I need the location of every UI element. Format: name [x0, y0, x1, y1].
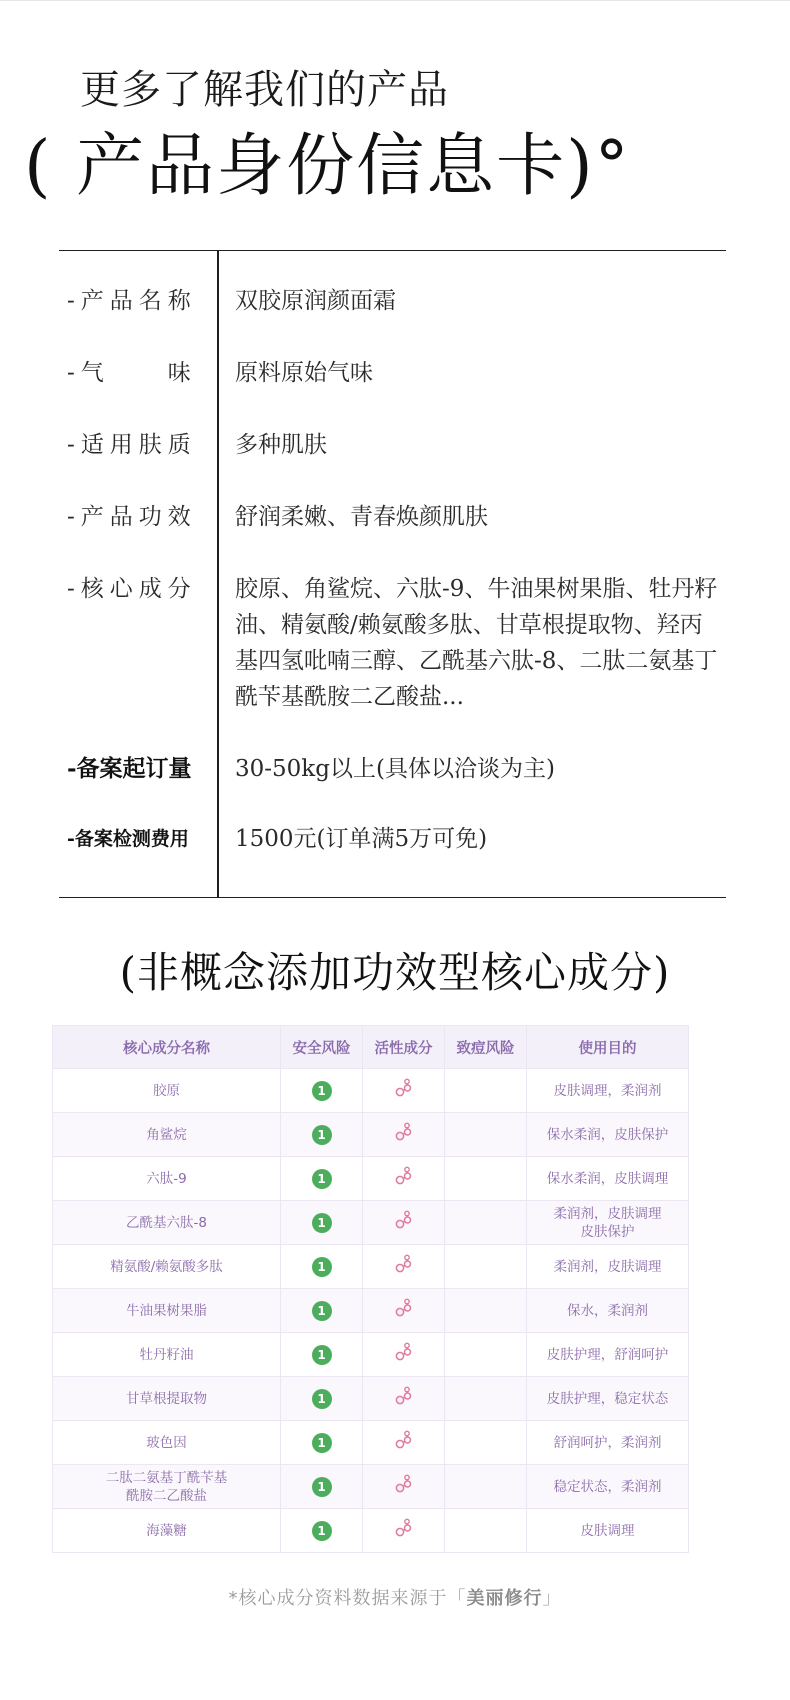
- acne-risk-cell: [445, 1333, 527, 1377]
- table-row: [53, 1377, 689, 1421]
- ingredient-name: 乙酰基六肽-8: [53, 1201, 281, 1245]
- safety-level-badge: 1: [312, 1301, 332, 1321]
- page-subtitle: 更多了解我们的产品: [80, 67, 449, 113]
- info-value: 舒润柔嫩、青春焕颜肌肤: [235, 504, 488, 530]
- info-value: 双胶原润颜面霜: [235, 288, 396, 314]
- ingredients-section-title: (非概念添加功效型核心成分): [119, 948, 671, 997]
- col-header-acne: 致痘风险: [445, 1026, 527, 1069]
- usage-purpose: 保水柔润，皮肤调理: [527, 1157, 689, 1201]
- table-header-row: [53, 1026, 689, 1069]
- top-divider: [0, 0, 790, 1]
- acne-risk-cell: [445, 1113, 527, 1157]
- usage-purpose: 舒润呵护，柔润剂: [527, 1421, 689, 1465]
- ingredient-name: 海藻糖: [53, 1509, 281, 1553]
- active-ingredient-cell: [363, 1113, 445, 1157]
- usage-purpose: 稳定状态，柔润剂: [527, 1465, 689, 1509]
- safety-risk-cell: [281, 1333, 363, 1377]
- safety-level-badge: 1: [312, 1081, 332, 1101]
- usage-purpose: 保水，柔润剂: [527, 1289, 689, 1333]
- info-value: 1500元(订单满5万可免): [235, 826, 488, 852]
- ingredient-name: 牛油果树果脂: [53, 1289, 281, 1333]
- active-ingredient-cell: [363, 1377, 445, 1421]
- info-value: 胶原、角鲨烷、六肽-9、牛油果树果脂、牡丹籽油、精氨酸/赖氨酸多肽、甘草根提取物、羟丙基四氢吡喃三醇、乙酰基六肽-8、二肽二氨基丁酰苄基酰胺二乙酸盐...: [235, 576, 718, 710]
- safety-level-badge: 1: [312, 1257, 332, 1277]
- safety-level-badge: 1: [312, 1345, 332, 1365]
- safety-risk-cell: [281, 1421, 363, 1465]
- table-row: [53, 1201, 689, 1245]
- safety-level-badge: 1: [312, 1521, 332, 1541]
- usage-purpose: 皮肤护理，舒润呵护: [527, 1333, 689, 1377]
- footnote-prefix: *核心成分资料数据来源于「: [228, 1588, 467, 1609]
- safety-risk-cell: [281, 1069, 363, 1113]
- safety-risk-cell: [281, 1245, 363, 1289]
- active-ingredient-icon: [393, 1385, 415, 1407]
- info-key: -气 味: [67, 360, 197, 386]
- ingredient-name: 甘草根提取物: [53, 1377, 281, 1421]
- active-ingredient-cell: [363, 1069, 445, 1113]
- acne-risk-cell: [445, 1201, 527, 1245]
- ingredient-name: 精氨酸/赖氨酸多肽: [53, 1245, 281, 1289]
- col-header-safety: 安全风险: [281, 1026, 363, 1069]
- active-ingredient-icon: [393, 1297, 415, 1319]
- table-row: [53, 1069, 689, 1113]
- safety-level-badge: 1: [312, 1389, 332, 1409]
- active-ingredient-cell: [363, 1245, 445, 1289]
- ingredient-name: 牡丹籽油: [53, 1333, 281, 1377]
- ingredient-name: 玻色因: [53, 1421, 281, 1465]
- footnote-source: 美丽修行: [466, 1588, 543, 1609]
- ingredient-name: 二肽二氨基丁酰苄基 酰胺二乙酸盐: [53, 1465, 281, 1509]
- active-ingredient-cell: [363, 1465, 445, 1509]
- active-ingredient-icon: [393, 1429, 415, 1451]
- ingredient-name: 胶原: [53, 1069, 281, 1113]
- data-source-footnote: [0, 1584, 790, 1610]
- safety-risk-cell: [281, 1465, 363, 1509]
- acne-risk-cell: [445, 1509, 527, 1553]
- usage-purpose: 柔润剂，皮肤调理 皮肤保护: [527, 1201, 689, 1245]
- info-key: -备案起订量: [67, 755, 192, 782]
- table-row: [53, 1421, 689, 1465]
- info-key: -核心成分: [67, 576, 197, 602]
- acne-risk-cell: [445, 1069, 527, 1113]
- usage-purpose: 保水柔润，皮肤保护: [527, 1113, 689, 1157]
- safety-level-badge: 1: [312, 1169, 332, 1189]
- info-key: -产品功效: [67, 504, 197, 530]
- active-ingredient-icon: [393, 1341, 415, 1363]
- info-value: 多种肌肤: [235, 432, 327, 458]
- ingredient-name: 角鲨烷: [53, 1113, 281, 1157]
- col-header-active: 活性成分: [363, 1026, 445, 1069]
- acne-risk-cell: [445, 1157, 527, 1201]
- usage-purpose: 皮肤调理，柔润剂: [527, 1069, 689, 1113]
- safety-level-badge: 1: [312, 1477, 332, 1497]
- table-row: [53, 1289, 689, 1333]
- safety-risk-cell: [281, 1201, 363, 1245]
- active-ingredient-cell: [363, 1289, 445, 1333]
- table-row: [53, 1333, 689, 1377]
- ingredient-name: 六肽-9: [53, 1157, 281, 1201]
- ingredients-table: [52, 1025, 689, 1553]
- col-header-purpose: 使用目的: [527, 1026, 689, 1069]
- safety-level-badge: 1: [312, 1125, 332, 1145]
- acne-risk-cell: [445, 1245, 527, 1289]
- usage-purpose: 柔润剂，皮肤调理: [527, 1245, 689, 1289]
- table-row: [53, 1113, 689, 1157]
- safety-risk-cell: [281, 1157, 363, 1201]
- info-value: 原料原始气味: [235, 360, 373, 386]
- acne-risk-cell: [445, 1421, 527, 1465]
- active-ingredient-cell: [363, 1509, 445, 1553]
- info-key: -适用肤质: [67, 432, 197, 458]
- card-divider: [217, 251, 219, 897]
- safety-risk-cell: [281, 1377, 363, 1421]
- page-title: ( 产品身份信息卡)°: [24, 127, 631, 206]
- table-row: [53, 1245, 689, 1289]
- table-row: [53, 1157, 689, 1201]
- safety-risk-cell: [281, 1509, 363, 1553]
- usage-purpose: 皮肤调理: [527, 1509, 689, 1553]
- active-ingredient-icon: [393, 1253, 415, 1275]
- safety-level-badge: 1: [312, 1433, 332, 1453]
- info-key: -备案检测费用: [67, 828, 189, 850]
- acne-risk-cell: [445, 1377, 527, 1421]
- info-value: 30-50kg以上(具体以洽谈为主): [235, 756, 555, 782]
- footnote-suffix: 」: [542, 1588, 562, 1609]
- col-header-name: 核心成分名称: [53, 1026, 281, 1069]
- active-ingredient-icon: [393, 1209, 415, 1231]
- active-ingredient-cell: [363, 1157, 445, 1201]
- product-info-card: [59, 250, 726, 898]
- info-key: -产品名称: [67, 288, 197, 314]
- usage-purpose: 皮肤护理，稳定状态: [527, 1377, 689, 1421]
- active-ingredient-cell: [363, 1333, 445, 1377]
- table-row: [53, 1509, 689, 1553]
- safety-level-badge: 1: [312, 1213, 332, 1233]
- safety-risk-cell: [281, 1113, 363, 1157]
- table-row: [53, 1465, 689, 1509]
- active-ingredient-icon: [393, 1165, 415, 1187]
- acne-risk-cell: [445, 1465, 527, 1509]
- active-ingredient-icon: [393, 1077, 415, 1099]
- active-ingredient-cell: [363, 1201, 445, 1245]
- active-ingredient-cell: [363, 1421, 445, 1465]
- acne-risk-cell: [445, 1289, 527, 1333]
- safety-risk-cell: [281, 1289, 363, 1333]
- active-ingredient-icon: [393, 1473, 415, 1495]
- active-ingredient-icon: [393, 1517, 415, 1539]
- active-ingredient-icon: [393, 1121, 415, 1143]
